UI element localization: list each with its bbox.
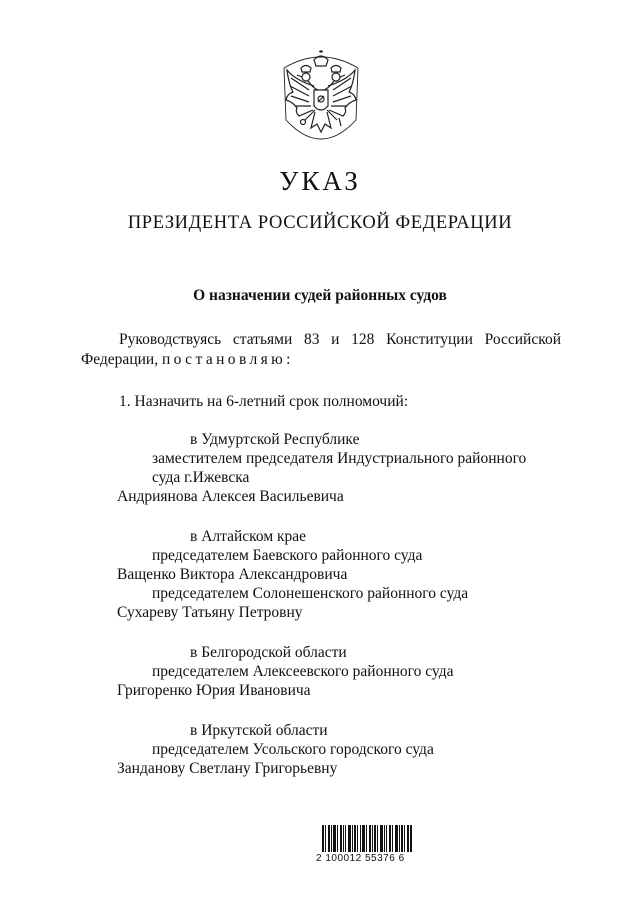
barcode-icon bbox=[322, 825, 412, 852]
region-belgorod: в Белгородской области bbox=[190, 644, 347, 661]
decree-item-1: 1. Назначить на 6-летний срок полномочий: bbox=[119, 393, 409, 410]
position-line: председателем Баевского районного суда bbox=[152, 547, 423, 564]
preamble-prefix: Федерации, bbox=[81, 351, 162, 368]
decree-issuer: ПРЕЗИДЕНТА РОССИЙСКОЙ ФЕДЕРАЦИИ bbox=[127, 213, 513, 233]
position-line: заместителем председателя Индустриального районного bbox=[152, 450, 527, 467]
person-name: Сухареву Татьяну Петровну bbox=[117, 604, 303, 621]
person-name: Андриянова Алексея Васильевича bbox=[117, 488, 344, 505]
region-udmurtia: в Удмуртской Республике bbox=[190, 431, 360, 448]
decree-title: УКАЗ bbox=[279, 166, 361, 196]
region-irkutsk: в Иркутской области bbox=[190, 722, 328, 739]
decree-word: постановляю: bbox=[161, 351, 294, 368]
position-line: председателем Усольского городского суда bbox=[152, 741, 434, 758]
person-name: Занданову Светлану Григорьевну bbox=[117, 760, 338, 777]
person-name: Ващенко Виктора Александровича bbox=[117, 566, 348, 583]
position-line: суда г.Ижевска bbox=[152, 469, 250, 486]
region-altai: в Алтайском крае bbox=[190, 528, 307, 545]
preamble-line-1: Руководствуясь статьями 83 и 128 Конституции Российской bbox=[119, 331, 561, 348]
barcode-number: 2 100012 55376 6 bbox=[316, 853, 405, 864]
position-line: председателем Алексеевского районного суда bbox=[152, 663, 454, 680]
person-name: Григоренко Юрия Ивановича bbox=[117, 682, 311, 699]
position-line: председателем Солонешенского районного суда bbox=[152, 585, 469, 602]
russian-coat-of-arms-icon bbox=[281, 50, 361, 150]
decree-subject: О назначении судей районных судов bbox=[193, 287, 447, 304]
preamble-line-2 bbox=[81, 350, 294, 370]
